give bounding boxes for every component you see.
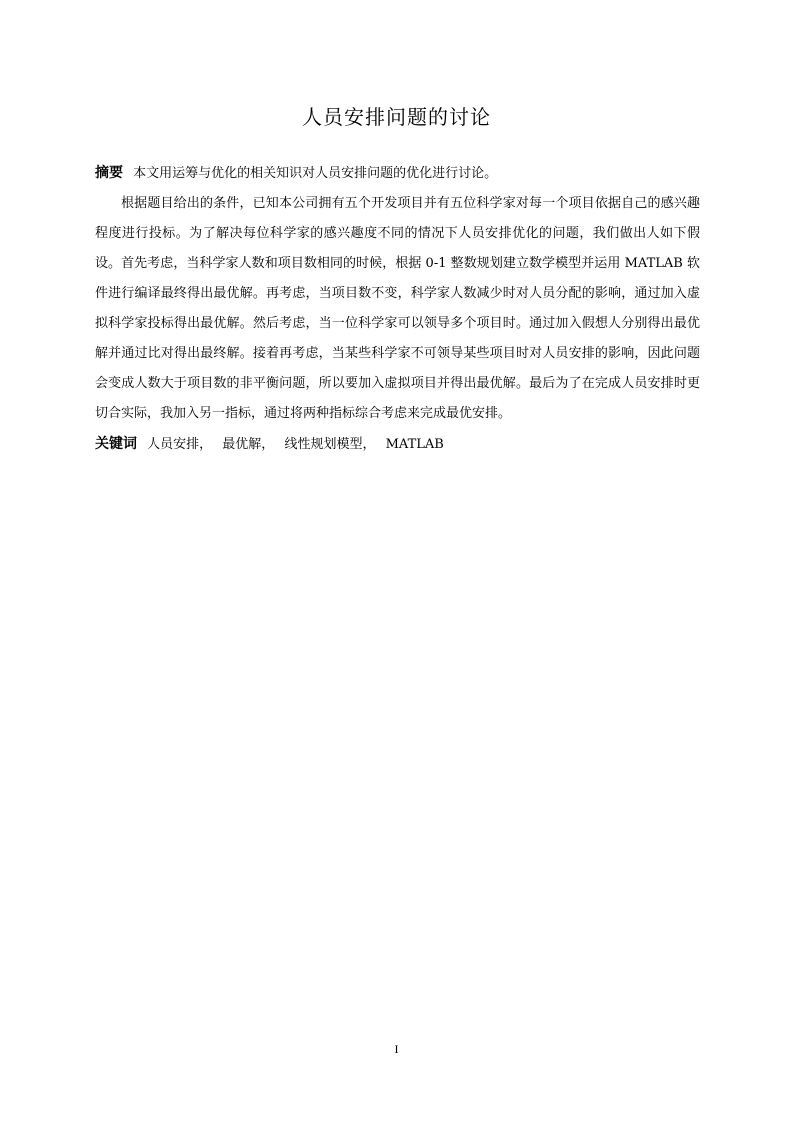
keyword-item: 最优解，: [222, 437, 275, 452]
abstract-body: 根据题目给出的条件，已知本公司拥有五个开发项目并有五位科学家对每一个项目依据自己的感兴趣程度进行投标。为了解决每位科学家的感兴趣度不同的情况下人员安排优化的问题，我们做出人如下假设。首先考虑，当科学家人数和项目数相同的时候，根据 0-1 整数规划建立数学模型并运用 MATLAB 软件进行编译最终得出最优解。再考虑，当项目数不变，科学家人数减少时对人员分配的影响，通过加入虚拟科学家投标得出最优解。然后考虑，当一位科学家可以领导多个项目时。通过加入假想人分别得出最优解并通过比对得出最终解。接着再考虑，当某些科学家不可领导某些项目时对人员安排的影响，因此问题会变成人数大于项目数的非平衡问题，所以要加入虚拟项目并得出最优解。最后为了在完成人员安排时更切合实际，我加入另一指标，通过将两种指标综合考虑来完成最优安排。: [95, 196, 700, 421]
abstract-first-line: [95, 158, 700, 189]
page-number: I: [394, 1042, 399, 1056]
keyword-item: 线性规划模型，: [284, 437, 376, 452]
keyword-item: 人员安排，: [147, 437, 213, 452]
keywords-line: [95, 429, 700, 460]
keyword-item: MATLAB: [385, 437, 444, 452]
abstract-intro-text: 本文用运筹与优化的相关知识对人员安排问题的优化进行讨论。: [133, 166, 498, 181]
abstract-label: 摘要: [95, 165, 123, 181]
keywords-label: 关键词: [95, 436, 137, 452]
abstract-section: [95, 158, 700, 460]
paper-title: 人员安排问题的讨论: [302, 105, 491, 129]
